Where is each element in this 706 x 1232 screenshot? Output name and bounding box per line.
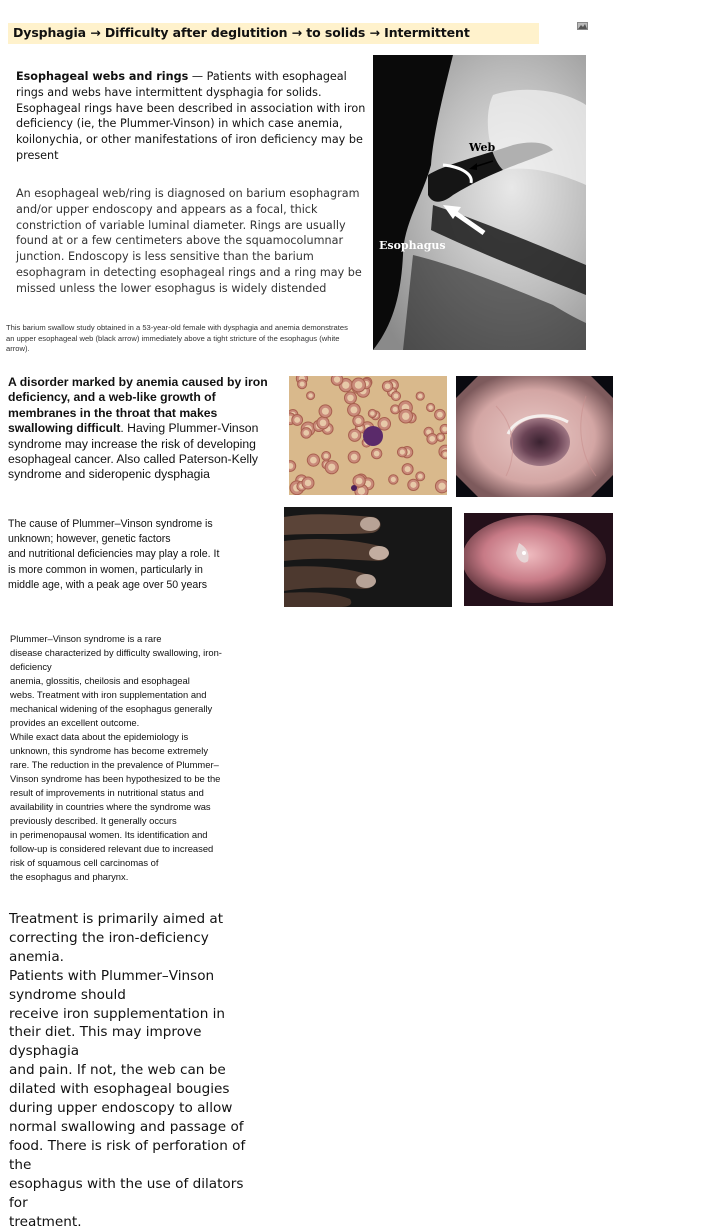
overview-line: disease characterized by difficulty swallowing, iron- <box>10 647 222 658</box>
treatment-line: Patients with Plummer–Vinson <box>9 967 215 984</box>
web-label: Web <box>469 141 496 154</box>
cause-line: and nutritional deficiencies may play a role. It <box>8 548 220 561</box>
cause-line: The cause of Plummer–Vinson syndrome is <box>8 518 213 530</box>
treatment-line: receive iron supplementation in <box>9 1005 226 1022</box>
webs-rings-body: Patients with esophageal rings and webs have intermittent dysphagia for solids. Esophageal rings have been described in association with iron deficiency (ie, the Plummer-Vinson) in which case anemia, koilonychia, or other manifestations of iron deficiency may be present <box>16 70 366 162</box>
overview-paragraph <box>10 632 262 884</box>
treatment-line: dilated with esophageal bougies <box>9 1081 230 1098</box>
treatment-line: and pain. If not, the web can be <box>9 1062 226 1079</box>
definition-paragraph <box>8 375 273 483</box>
overview-line: While exact data about the epidemiology is <box>10 731 189 742</box>
treatment-line: treatment. <box>9 1213 82 1230</box>
overview-line: unknown, this syndrome has become extremely <box>10 745 209 756</box>
page-title: Dysphagia → Difficulty after deglutition → to solids → Intermittent <box>13 25 470 40</box>
barium-swallow-image <box>373 55 586 350</box>
cause-line: unknown; however, genetic factors <box>8 533 171 546</box>
treatment-line: Treatment is primarily aimed at <box>9 911 224 927</box>
webs-rings-dash: — <box>188 70 207 83</box>
koilonychia-image <box>284 507 452 607</box>
cause-paragraph <box>8 517 258 593</box>
overview-line: Vinson syndrome has been hypothesized to be the <box>10 773 221 784</box>
overview-line: rare. The reduction in the prevalence of Plummer– <box>10 759 219 770</box>
cause-line: middle age, with a peak age over 50 years <box>8 578 208 591</box>
cause-line: is more common in women, particularly in <box>8 563 203 576</box>
treatment-line: their diet. This may improve dysphagia <box>9 1024 202 1060</box>
overview-line: in perimenopausal women. Its identification and <box>10 829 208 840</box>
treatment-line: normal swallowing and passage of <box>9 1118 244 1135</box>
overview-line: mechanical widening of the esophagus generally <box>10 703 213 714</box>
treatment-line: esophagus with the use of dilators for <box>9 1175 244 1211</box>
treatment-line: correcting the iron-deficiency anemia. <box>9 929 209 965</box>
overview-line: result of improvements in nutritional status and <box>10 787 204 798</box>
diagnosis-paragraph: An esophageal web/ring is diagnosed on barium esophagram and/or upper endoscopy and appears as a focal, thick constriction of variable luminal diameter. Rings are usually found at or a few centimeters above the squamocolumnar junction. Endoscopy is less sensitive than the barium esophagram in detecting esophageal rings and a ring may be missed unless the lower esophagus is widely distended <box>16 187 362 295</box>
overview-line: the esophagus and pharynx. <box>10 871 129 882</box>
overview-line: availability in countries where the syndrome was <box>10 801 211 812</box>
esophagus-label: Esophagus <box>379 239 446 252</box>
blood-smear-image <box>289 376 447 495</box>
webs-rings-heading: Esophageal webs and rings <box>16 70 189 83</box>
treatment-line: during upper endoscopy to allow <box>9 1100 233 1117</box>
image-placeholder-icon <box>577 22 588 30</box>
overview-line: webs. Treatment with iron supplementation and <box>10 689 207 700</box>
cheilitis-image <box>464 513 613 606</box>
endoscopy-web-image <box>456 376 613 497</box>
definition-rest: . Having Plummer-Vinson syndrome may increase the risk of developing esophageal cancer. Also called Paterson-Kelly syndrome and sideropenic dysphagia <box>8 421 259 482</box>
treatment-line: syndrome should <box>9 986 126 1003</box>
treatment-paragraph <box>9 910 264 1231</box>
overview-line: Plummer–Vinson syndrome is a rare <box>10 633 162 644</box>
overview-line: previously described. It generally occurs <box>10 815 177 826</box>
webs-rings-paragraph <box>16 69 366 164</box>
overview-line: anemia, glossitis, cheilosis and esophageal <box>10 675 190 686</box>
definition-bold: A disorder marked by anemia caused by iron deficiency, and a web-like growth of membranes in the throat that makes swallowing difficult <box>8 375 268 436</box>
treatment-line: food. There is risk of perforation of the <box>9 1137 246 1173</box>
overview-line: deficiency <box>10 661 52 672</box>
overview-line: provides an excellent outcome. <box>10 717 140 728</box>
overview-line: follow-up is considered relevant due to increased <box>10 843 214 854</box>
xray-caption: This barium swallow study obtained in a 53-year-old female with dysphagia and anemia demonstrates an upper esophageal web (black arrow) immediately above a tight stricture of the esophagus (white arrow). <box>6 323 348 353</box>
overview-line: risk of squamous cell carcinomas of <box>10 857 159 868</box>
